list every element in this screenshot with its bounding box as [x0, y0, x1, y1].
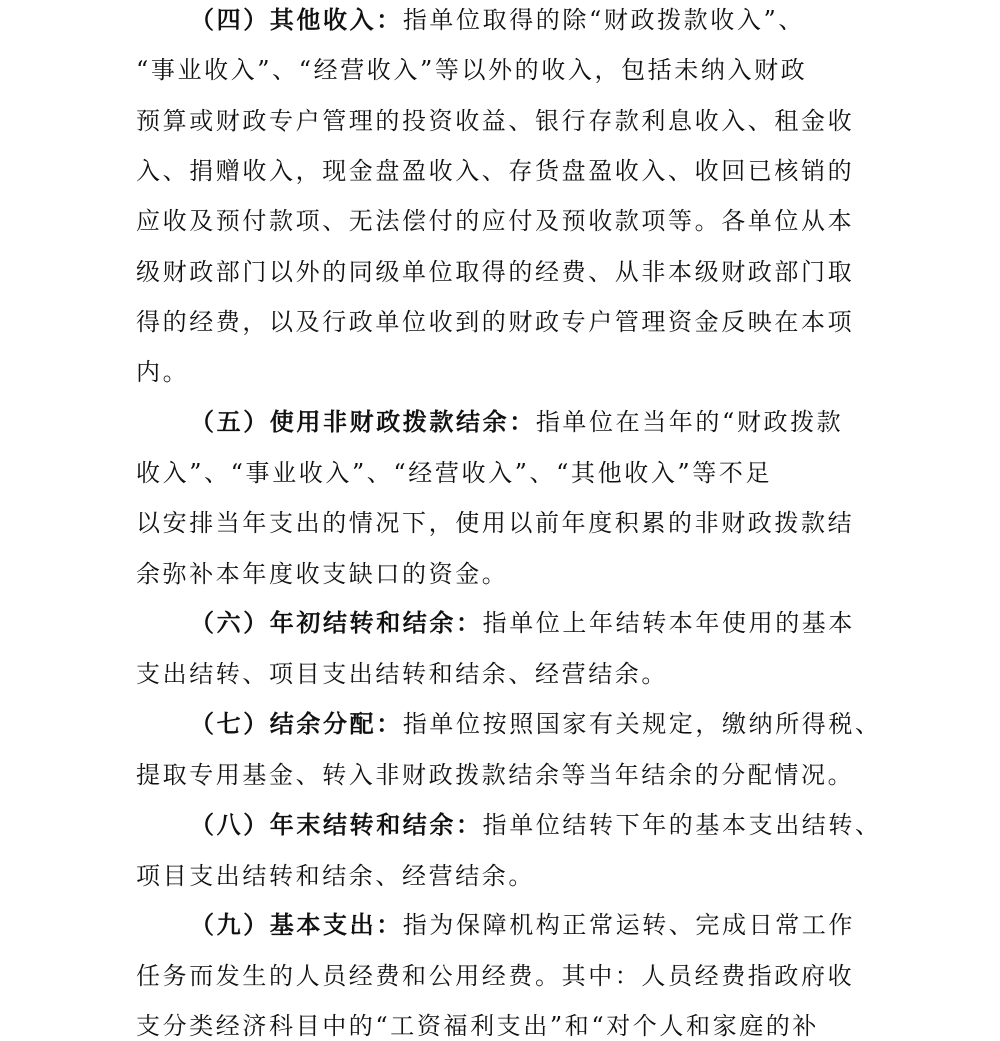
paragraph-first-line [190, 407, 843, 437]
term-heading: （六）年初结转和结余： [190, 608, 483, 637]
paragraph-text: 指单位按照国家有关规定，缴纳所得税、 [402, 710, 882, 738]
term-heading: （九）基本支出： [190, 910, 403, 939]
paragraph-text: 指单位上年结转本年使用的基本 [482, 609, 856, 637]
paragraph-text: 指单位取得的除“财政拨款收入”、 [402, 6, 805, 34]
paragraph-first-line [190, 608, 855, 638]
paragraph-line: 提取专用基金、转入非财政拨款结余等当年结余的分配情况。 [136, 761, 855, 789]
paragraph-text: 指单位在当年的“财政拨款 [535, 408, 844, 436]
paragraph-line: 支分类经济科目中的“工资福利支出”和“对个人和家庭的补 [136, 1012, 820, 1040]
paragraph-line: 以安排当年支出的情况下，使用以前年度积累的非财政拨款结 [136, 509, 855, 537]
paragraph-first-line [190, 709, 882, 739]
paragraph-first-line [190, 810, 882, 840]
paragraph-line: 级财政部门以外的同级单位取得的经费、从非本级财政部门取 [136, 258, 855, 286]
term-heading: （五）使用非财政拨款结余： [190, 407, 536, 436]
paragraph-line: 内。 [136, 358, 190, 386]
paragraph-line: 收入”、“事业收入”、“经营收入”、“其他收入”等不足 [136, 459, 773, 487]
paragraph-first-line [190, 5, 805, 35]
paragraph-line: 入、捐赠收入，现金盘盈收入、存货盘盈收入、收回已核销的 [136, 157, 855, 185]
paragraph-line: 任务而发生的人员经费和公用经费。其中：人员经费指政府收 [136, 962, 855, 990]
paragraph-line: 预算或财政专户管理的投资收益、银行存款利息收入、租金收 [136, 107, 855, 135]
term-heading: （四）其他收入： [190, 5, 403, 34]
paragraph-line: 支出结转、项目支出结转和结余、经营结余。 [136, 660, 668, 688]
paragraph-line: 得的经费，以及行政单位收到的财政专户管理资金反映在本项 [136, 308, 855, 336]
paragraph-line: 余弥补本年度收支缺口的资金。 [136, 560, 509, 588]
term-heading: （七）结余分配： [190, 709, 403, 738]
term-heading: （八）年末结转和结余： [190, 810, 483, 839]
paragraph-line: “事业收入”、“经营收入”等以外的收入，包括未纳入财政 [136, 56, 808, 84]
paragraph-text: 指单位结转下年的基本支出结转、 [482, 811, 882, 839]
paragraph-first-line [190, 910, 855, 940]
paragraph-line: 项目支出结转和结余、经营结余。 [136, 862, 535, 890]
paragraph-text: 指为保障机构正常运转、完成日常工作 [402, 911, 856, 939]
paragraph-line: 应收及预付款项、无法偿付的应付及预收款项等。各单位从本 [136, 207, 855, 235]
